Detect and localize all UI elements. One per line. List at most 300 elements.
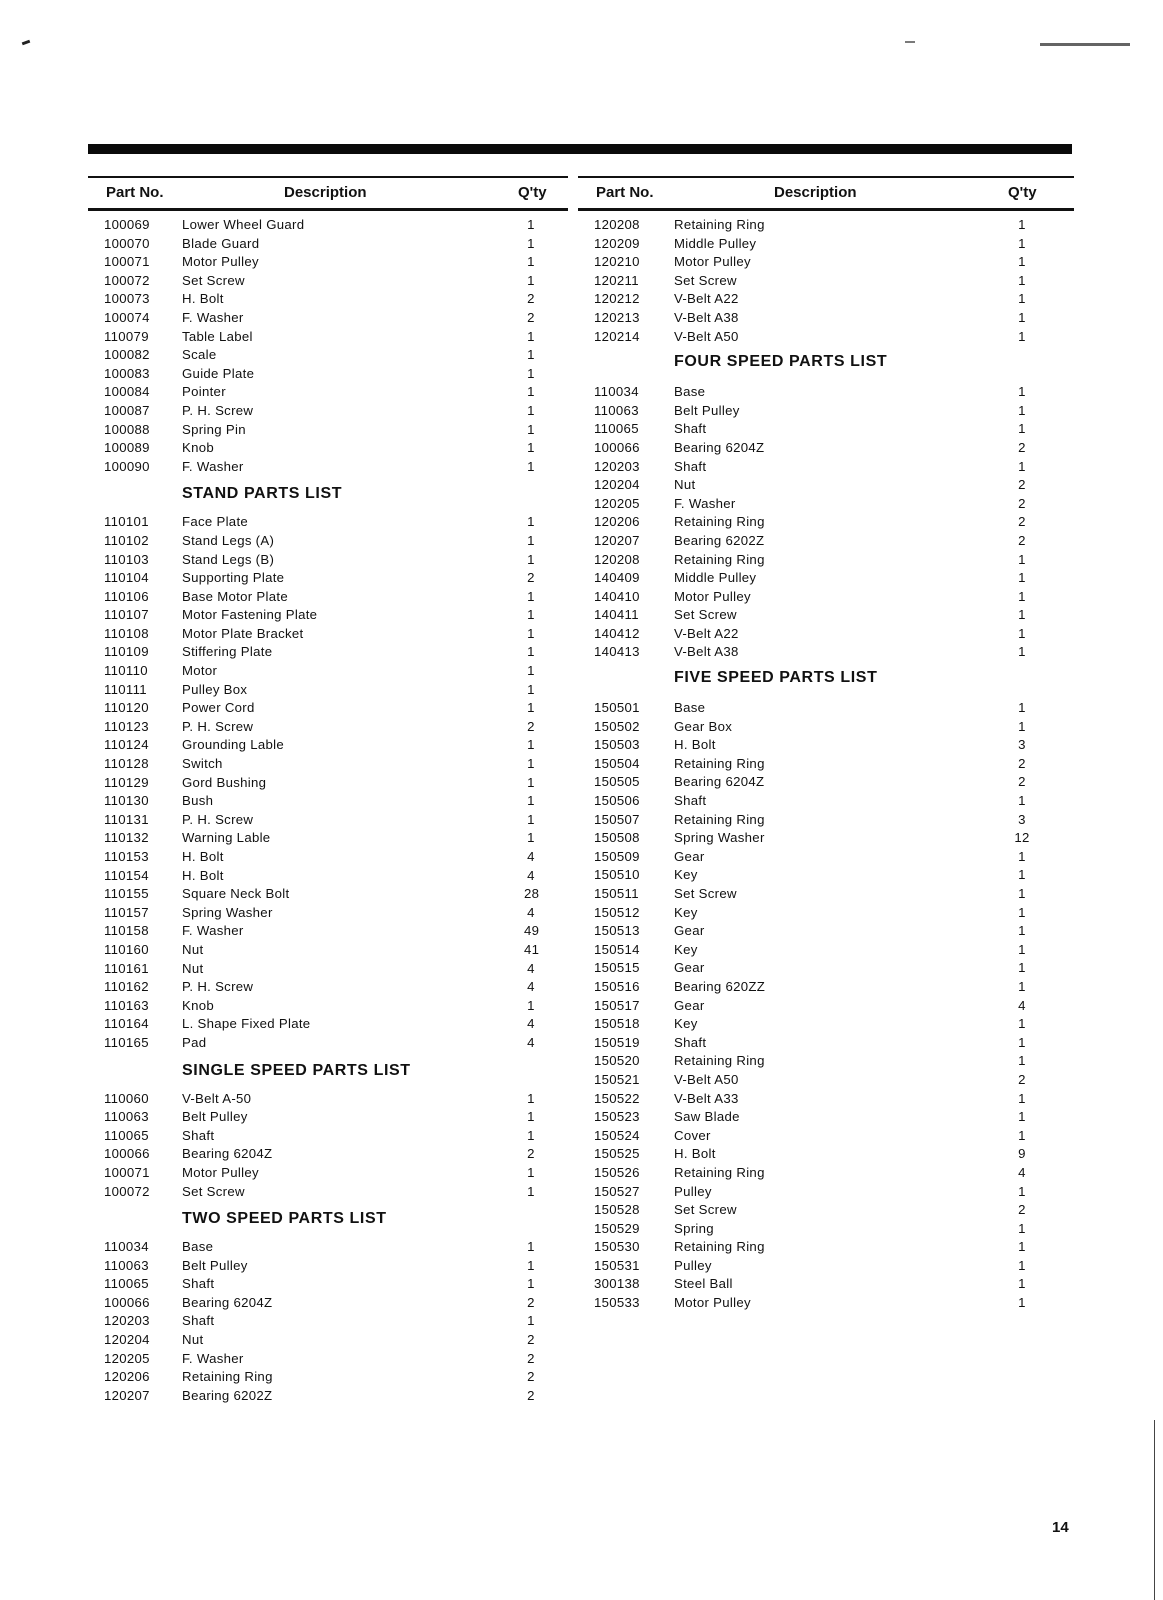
- part-description: Shaft: [674, 458, 707, 474]
- part-description: Knob: [182, 997, 214, 1013]
- table-row: [88, 1332, 568, 1351]
- part-quantity: 1: [1018, 551, 1026, 567]
- table-row: [88, 830, 568, 849]
- part-quantity: 1: [527, 681, 535, 697]
- table-row: [88, 793, 568, 812]
- part-quantity: 1: [1018, 1276, 1026, 1292]
- table-row: [578, 979, 1074, 998]
- part-quantity: 2: [527, 291, 535, 307]
- part-description: Shaft: [182, 1313, 215, 1329]
- part-number: 150525: [594, 1146, 640, 1162]
- part-quantity: 3: [1018, 737, 1026, 753]
- table-row: [578, 756, 1074, 775]
- part-description: Pulley: [674, 1183, 712, 1199]
- part-number: 140412: [594, 625, 640, 641]
- scan-smudge: [905, 41, 915, 43]
- part-description: Set Screw: [674, 886, 737, 901]
- part-description: Motor Pulley: [182, 254, 259, 270]
- table-header: [88, 176, 568, 211]
- part-number: 110034: [594, 384, 639, 400]
- part-quantity: 4: [1018, 1164, 1026, 1180]
- table-row: [88, 663, 568, 682]
- part-description: Retaining Ring: [674, 1239, 765, 1255]
- part-quantity: 1: [1018, 1090, 1026, 1106]
- part-quantity: 1: [1018, 718, 1026, 734]
- part-number: 140411: [594, 607, 639, 623]
- part-description: Knob: [182, 440, 214, 456]
- part-number: 150518: [594, 1016, 640, 1032]
- part-quantity: 1: [1018, 421, 1026, 437]
- part-quantity: 1: [527, 1164, 535, 1180]
- part-number: 110107: [104, 607, 149, 623]
- part-description: Bearing 6202Z: [674, 532, 765, 548]
- part-description: V-Belt A50: [674, 1071, 739, 1087]
- part-description: Lower Wheel Guard: [182, 217, 305, 232]
- part-number: 100087: [104, 402, 150, 418]
- part-quantity: 2: [527, 309, 535, 325]
- part-quantity: 3: [1018, 811, 1026, 827]
- table-row: [88, 329, 568, 348]
- part-number: 150511: [594, 886, 639, 901]
- table-row: [88, 849, 568, 868]
- part-quantity: 1: [527, 1257, 535, 1273]
- table-row: [578, 1035, 1074, 1054]
- part-number: 150501: [594, 700, 640, 716]
- part-number: 150528: [594, 1202, 640, 1218]
- part-description: Motor Pulley: [674, 1295, 751, 1311]
- part-description: Guide Plate: [182, 365, 255, 381]
- table-row: [578, 496, 1074, 515]
- table-row: [88, 552, 568, 571]
- part-quantity: 2: [1018, 532, 1026, 548]
- part-description: Retaining Ring: [182, 1369, 273, 1385]
- part-quantity: 1: [527, 235, 535, 251]
- part-number: 110063: [594, 402, 639, 418]
- part-number: 150519: [594, 1034, 640, 1050]
- part-quantity: 1: [527, 756, 535, 772]
- table-row: [578, 849, 1074, 868]
- part-description: Steel Ball: [674, 1276, 733, 1292]
- part-number: 120205: [594, 495, 640, 511]
- part-number: 120206: [594, 514, 640, 530]
- part-number: 100089: [104, 440, 150, 456]
- part-quantity: 1: [1018, 1183, 1026, 1199]
- part-quantity: 4: [527, 904, 535, 920]
- part-quantity: 1: [527, 440, 535, 456]
- part-number: 120214: [594, 328, 640, 344]
- table-row: [88, 366, 568, 385]
- table-row: [88, 310, 568, 329]
- table-row: [578, 1202, 1074, 1221]
- table-row: [578, 867, 1074, 886]
- part-number: 150523: [594, 1109, 640, 1125]
- part-description: F. Washer: [182, 1350, 244, 1366]
- part-quantity: 1: [1018, 867, 1026, 883]
- part-description: Supporting Plate: [182, 570, 285, 586]
- table-row: [578, 421, 1074, 440]
- part-number: 100070: [104, 235, 150, 251]
- part-quantity: 1: [1018, 1127, 1026, 1143]
- part-number: 110065: [594, 421, 639, 437]
- part-description: Middle Pulley: [674, 570, 757, 586]
- part-number: 100084: [104, 384, 150, 400]
- part-description: V-Belt A-50: [182, 1090, 252, 1106]
- parts-table-right: [578, 176, 1074, 1314]
- table-row: [88, 868, 568, 887]
- part-number: 120203: [104, 1313, 150, 1329]
- part-number: 110104: [104, 570, 149, 586]
- part-description: Shaft: [674, 793, 707, 809]
- part-number: 150509: [594, 848, 640, 864]
- table-row: [88, 459, 568, 478]
- part-number: 110102: [104, 532, 149, 548]
- section-title: [578, 663, 1074, 700]
- part-quantity: 1: [527, 384, 535, 400]
- part-quantity: 1: [1018, 886, 1026, 901]
- part-quantity: 1: [527, 1127, 535, 1143]
- table-row: [578, 329, 1074, 348]
- part-number: 120209: [594, 235, 640, 251]
- table-row: [88, 273, 568, 292]
- part-description: Set Screw: [182, 1183, 245, 1199]
- part-number: 110101: [104, 514, 149, 530]
- part-description: Motor Pulley: [674, 254, 751, 270]
- part-number: 150506: [594, 793, 640, 809]
- table-row: [578, 1128, 1074, 1147]
- part-description: Key: [674, 1016, 698, 1032]
- part-number: 120207: [594, 532, 640, 548]
- part-number: 150529: [594, 1220, 640, 1236]
- part-description: Spring Washer: [674, 830, 765, 846]
- table-row: [88, 384, 568, 403]
- part-number: 300138: [594, 1276, 640, 1292]
- part-description: Scale: [182, 347, 217, 363]
- part-description: V-Belt A50: [674, 328, 739, 344]
- part-number: 150512: [594, 904, 640, 920]
- part-quantity: 4: [527, 849, 535, 864]
- part-description: Nut: [182, 941, 204, 957]
- part-quantity: 1: [1018, 1257, 1026, 1273]
- part-number: 150503: [594, 737, 640, 753]
- table-row: [88, 1388, 568, 1407]
- part-description: Retaining Ring: [674, 551, 765, 567]
- part-number: 110161: [104, 960, 149, 976]
- part-quantity: 2: [1018, 1071, 1026, 1087]
- part-description: Nut: [674, 477, 696, 493]
- part-quantity: 1: [1018, 291, 1026, 307]
- table-row: [578, 273, 1074, 292]
- part-quantity: 1: [527, 402, 535, 418]
- part-description: F. Washer: [182, 309, 244, 325]
- part-number: 150502: [594, 718, 640, 734]
- table-row: [578, 236, 1074, 255]
- part-description: Base Motor Plate: [182, 588, 288, 604]
- part-quantity: 4: [527, 960, 535, 976]
- part-description: Spring: [674, 1220, 714, 1236]
- part-number: 100073: [104, 291, 150, 307]
- table-row: [578, 905, 1074, 924]
- table-row: [88, 1239, 568, 1258]
- table-row: [578, 1165, 1074, 1184]
- part-quantity: 2: [527, 718, 535, 734]
- part-description: V-Belt A33: [674, 1090, 739, 1106]
- table-row: [578, 719, 1074, 738]
- table-row: [578, 607, 1074, 626]
- part-description: Bearing 620ZZ: [674, 978, 766, 994]
- part-number: 150527: [594, 1183, 640, 1199]
- header-part-no: Part No.: [106, 184, 164, 201]
- table-row: [578, 1072, 1074, 1091]
- table-row: [88, 644, 568, 663]
- part-description: Bearing 6204Z: [182, 1294, 273, 1310]
- table-row: [88, 589, 568, 608]
- part-quantity: 1: [527, 1183, 535, 1199]
- table-row: [578, 552, 1074, 571]
- part-quantity: 2: [1018, 755, 1026, 771]
- part-number: 100088: [104, 421, 150, 437]
- part-number: 110079: [104, 328, 149, 344]
- part-quantity: 1: [1018, 588, 1026, 604]
- part-description: H. Bolt: [674, 1146, 716, 1162]
- part-description: F. Washer: [674, 495, 736, 511]
- part-quantity: 1: [527, 997, 535, 1013]
- part-quantity: 1: [1018, 402, 1026, 418]
- part-number: 120211: [594, 272, 639, 288]
- table-row: [88, 942, 568, 961]
- part-number: 110063: [104, 1109, 149, 1125]
- part-description: Base: [674, 384, 706, 400]
- part-number: 110153: [104, 849, 149, 864]
- part-quantity: 2: [527, 1294, 535, 1310]
- part-description: L. Shape Fixed Plate: [182, 1016, 311, 1032]
- part-number: 150513: [594, 923, 640, 939]
- part-number: 120208: [594, 217, 640, 232]
- part-number: 140409: [594, 570, 640, 586]
- part-description: Belt Pulley: [182, 1109, 248, 1125]
- table-row: [88, 700, 568, 719]
- table-row: [578, 1184, 1074, 1203]
- section-title-text: STAND PARTS LIST: [182, 485, 343, 503]
- table-row: [88, 533, 568, 552]
- part-quantity: 4: [1018, 997, 1026, 1013]
- part-quantity: 1: [1018, 458, 1026, 474]
- part-number: 100066: [104, 1146, 150, 1162]
- table-row: [88, 440, 568, 459]
- header-qty: Q'ty: [1008, 184, 1037, 201]
- part-number: 110063: [104, 1257, 149, 1273]
- part-description: P. H. Screw: [182, 718, 254, 734]
- part-quantity: 1: [527, 1090, 535, 1106]
- part-number: 110130: [104, 793, 149, 809]
- part-quantity: 2: [1018, 1202, 1026, 1218]
- part-quantity: 1: [527, 607, 535, 623]
- part-quantity: 2: [527, 1146, 535, 1162]
- section-title-text: SINGLE SPEED PARTS LIST: [182, 1061, 411, 1079]
- part-number: 110124: [104, 737, 149, 753]
- section-title-text: FIVE SPEED PARTS LIST: [674, 669, 878, 687]
- part-number: 150514: [594, 941, 640, 957]
- part-description: Spring Pin: [182, 421, 246, 437]
- table-row: [578, 291, 1074, 310]
- part-description: Gear: [674, 923, 705, 939]
- table-row: [88, 254, 568, 273]
- part-quantity: 1: [1018, 923, 1026, 939]
- table-row: [578, 737, 1074, 756]
- part-description: Table Label: [182, 328, 253, 344]
- part-quantity: 1: [527, 254, 535, 270]
- scan-smudge: [22, 40, 31, 46]
- part-quantity: 2: [527, 1387, 535, 1403]
- part-number: 110164: [104, 1016, 149, 1032]
- table-row: [578, 830, 1074, 849]
- part-description: Gear: [674, 960, 705, 976]
- part-description: Gear: [674, 997, 705, 1013]
- table-row: [88, 737, 568, 756]
- part-number: 150530: [594, 1239, 640, 1255]
- part-description: Pointer: [182, 384, 226, 400]
- part-number: 110162: [104, 979, 149, 995]
- part-description: Set Screw: [674, 607, 737, 623]
- part-quantity: 1: [1018, 960, 1026, 976]
- header-description: Description: [284, 184, 367, 201]
- part-description: Base: [674, 700, 706, 716]
- part-description: Switch: [182, 756, 223, 772]
- table-header: [578, 176, 1074, 211]
- table-row: [578, 886, 1074, 905]
- part-quantity: 1: [527, 700, 535, 716]
- table-row: [578, 570, 1074, 589]
- part-quantity: 2: [1018, 439, 1026, 455]
- scan-smudge: [1040, 43, 1130, 46]
- part-description: Retaining Ring: [674, 217, 765, 232]
- part-number: 100072: [104, 272, 150, 288]
- part-quantity: 1: [1018, 254, 1026, 270]
- part-number: 110155: [104, 886, 149, 902]
- table-row: [88, 961, 568, 980]
- part-quantity: 1: [527, 793, 535, 809]
- part-number: 140413: [594, 644, 640, 660]
- part-number: 110110: [104, 663, 148, 679]
- part-description: P. H. Screw: [182, 402, 254, 418]
- part-quantity: 1: [527, 328, 535, 344]
- table-row: [88, 682, 568, 701]
- part-number: 150507: [594, 811, 640, 827]
- part-quantity: 1: [527, 663, 535, 679]
- part-quantity: 1: [1018, 848, 1026, 864]
- part-quantity: 1: [1018, 217, 1026, 232]
- part-quantity: 1: [527, 532, 535, 548]
- page-number: 14: [1052, 1519, 1069, 1536]
- part-number: 120203: [594, 458, 640, 474]
- part-quantity: 1: [527, 421, 535, 437]
- part-quantity: 1: [527, 217, 535, 232]
- table-row: [88, 1351, 568, 1370]
- part-description: Gear Box: [674, 718, 733, 734]
- header-description: Description: [774, 184, 857, 201]
- part-description: Retaining Ring: [674, 811, 765, 827]
- part-number: 150517: [594, 997, 640, 1013]
- table-row: [88, 1295, 568, 1314]
- part-description: Face Plate: [182, 514, 249, 530]
- part-number: 150508: [594, 830, 640, 846]
- part-description: Stand Legs (A): [182, 532, 275, 548]
- table-row: [88, 1184, 568, 1203]
- part-quantity: 2: [527, 1369, 535, 1385]
- table-row: [88, 923, 568, 942]
- part-number: 100066: [594, 439, 640, 455]
- part-quantity: 1: [527, 644, 535, 660]
- part-description: F. Washer: [182, 458, 244, 474]
- part-quantity: 2: [1018, 477, 1026, 493]
- table-row: [88, 775, 568, 794]
- scan-edge-mark: [1154, 1420, 1155, 1600]
- part-quantity: 1: [1018, 1053, 1026, 1069]
- table-row: [88, 756, 568, 775]
- section-title: [88, 477, 568, 514]
- part-description: Pulley Box: [182, 681, 248, 697]
- section-title: [88, 1054, 568, 1091]
- table-row: [578, 1239, 1074, 1258]
- table-row: [88, 1128, 568, 1147]
- table-row: [578, 533, 1074, 552]
- part-description: Belt Pulley: [674, 402, 740, 418]
- part-description: Gord Bushing: [182, 774, 267, 790]
- part-number: 150526: [594, 1164, 640, 1180]
- part-quantity: 2: [527, 1332, 535, 1348]
- part-number: 110157: [104, 904, 149, 920]
- table-row: [578, 644, 1074, 663]
- part-description: Middle Pulley: [674, 235, 757, 251]
- part-number: 110129: [104, 774, 149, 790]
- part-description: Motor: [182, 663, 218, 679]
- part-description: Retaining Ring: [674, 755, 765, 771]
- part-description: Motor Pulley: [674, 588, 751, 604]
- part-description: H. Bolt: [182, 867, 224, 883]
- part-quantity: 4: [527, 979, 535, 995]
- table-row: [88, 236, 568, 255]
- part-description: Key: [674, 904, 698, 920]
- part-quantity: 1: [1018, 1239, 1026, 1255]
- part-quantity: 1: [527, 774, 535, 790]
- part-number: 110106: [104, 588, 149, 604]
- part-number: 100082: [104, 347, 150, 363]
- part-number: 100069: [104, 217, 150, 232]
- table-row: [578, 1258, 1074, 1277]
- part-quantity: 1: [1018, 793, 1026, 809]
- part-description: F. Washer: [182, 923, 244, 939]
- part-number: 110154: [104, 867, 149, 883]
- part-number: 110131: [104, 811, 149, 827]
- part-description: V-Belt A38: [674, 644, 739, 660]
- part-quantity: 1: [1018, 384, 1026, 400]
- part-quantity: 1: [527, 458, 535, 474]
- table-row: [88, 514, 568, 533]
- part-quantity: 1: [1018, 904, 1026, 920]
- header-rule: [88, 144, 1072, 154]
- table-row: [578, 403, 1074, 422]
- table-row: [88, 291, 568, 310]
- part-description: Warning Lable: [182, 830, 271, 846]
- part-number: 150504: [594, 755, 640, 771]
- part-number: 110108: [104, 625, 149, 641]
- part-description: Bearing 6202Z: [182, 1387, 273, 1403]
- table-row: [88, 1165, 568, 1184]
- part-quantity: 1: [527, 347, 535, 363]
- part-quantity: 2: [1018, 514, 1026, 530]
- table-row: [88, 1276, 568, 1295]
- header-qty: Q'ty: [518, 184, 547, 201]
- part-description: Bearing 6204Z: [674, 439, 765, 455]
